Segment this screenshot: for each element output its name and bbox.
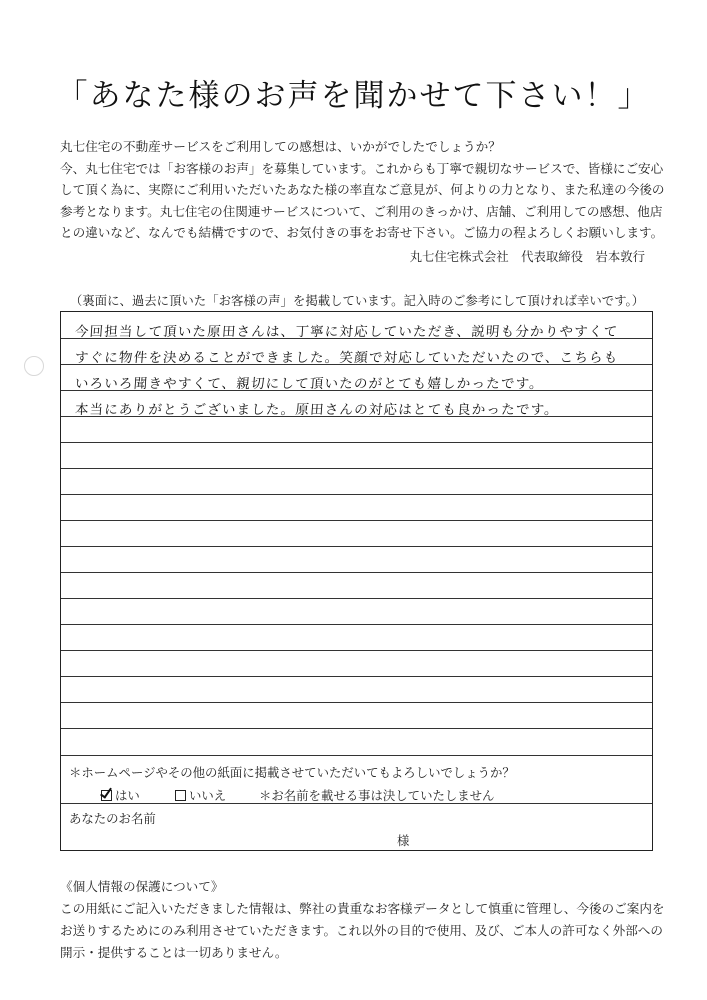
privacy-line: お送りするためにのみ利用させていただきます。これ以外の目的で使用、及び、ご本人の許可なく外部への — [60, 923, 663, 938]
privacy-line: この用紙にご記入いただきました情報は、弊社の貴重なお客様データとして慎重に管理し、今後のご案内を — [60, 901, 665, 916]
writing-rule — [61, 520, 652, 521]
writing-rule — [61, 468, 652, 469]
option-yes[interactable] — [101, 786, 140, 804]
privacy-heading: 《個人情報の保護について》 — [60, 879, 224, 894]
privacy-line: 開示・提供することは一切ありません。 — [60, 945, 288, 960]
checkbox-yes[interactable] — [101, 790, 112, 801]
writing-rule — [61, 572, 652, 573]
handwritten-line: 今回担当して頂いた原田さんは、丁寧に対応していただき、説明も分かりやすくて — [74, 324, 619, 340]
writing-rule — [61, 598, 652, 599]
writing-rule — [61, 650, 652, 651]
intro-line: 丸七住宅の不動産サービスをご利用しての感想は、いかがでしたでしょうか？ — [60, 139, 501, 154]
writing-rule — [61, 624, 652, 625]
intro-line: との違いなど、なんでも結構ですので、お気付きの事をお寄せ下さい。ご協力の程よろしくお願いします。 — [60, 225, 664, 240]
notice-text: （裏面に、過去に頂いた「お客様の声」を掲載しています。記入時のご参考にして頂ければ幸いです。） — [69, 293, 645, 308]
option-no-label: いいえ — [189, 788, 227, 803]
publish-question: ＊ホームページやその他の紙面に掲載させていただいてもよろしいでしょうか？ — [69, 765, 515, 780]
honorific-sama: 様 — [397, 833, 410, 848]
intro-paragraph — [60, 136, 665, 244]
checkbox-no[interactable] — [175, 790, 186, 801]
handwritten-line: すぐに物件を決めることができました。笑顔で対応していただいたので、こちらも — [74, 350, 620, 366]
writing-rule — [61, 676, 652, 677]
intro-line: して頂く為に、実際にご利用いただいたあなた様の率直なご意見が、何よりの力となり、また私達の今後の — [60, 182, 665, 197]
section-divider — [61, 755, 652, 756]
handwritten-line: 本当にありがとうございました。原田さんの対応はとても良かったです。 — [74, 402, 560, 418]
punch-hole-mark — [24, 356, 44, 376]
page-title: 「あなた様のお声を聞かせて下さい！」 — [56, 78, 651, 114]
writing-rule — [61, 546, 652, 547]
feedback-form-box — [60, 311, 653, 851]
name-label: あなたのお名前 — [69, 811, 156, 826]
privacy-section — [60, 876, 670, 964]
handwritten-line: いろいろ聞きやすくて、親切にして頂いたのがとても嬉しかったです。 — [74, 376, 545, 392]
name-privacy-note: ＊お名前を載せる事は決していたしません — [259, 788, 495, 803]
writing-rule — [61, 442, 652, 443]
writing-rule — [61, 494, 652, 495]
intro-line: 参考となります。丸七住宅の住関連サービスについて、ご利用のきっかけ、店舗、ご利用しての感想、他店 — [60, 203, 663, 219]
option-yes-label: はい — [115, 788, 140, 803]
intro-line: 今、丸七住宅では「お客様のお声」を募集しています。これからも丁寧で親切なサービスで、皆様にご安心 — [60, 160, 664, 176]
company-signature: 丸七住宅株式会社 代表取締役 岩本敦行 — [409, 249, 645, 264]
writing-rule — [61, 728, 652, 729]
section-divider — [61, 803, 652, 804]
option-no[interactable] — [175, 786, 226, 804]
writing-rule — [61, 702, 652, 703]
